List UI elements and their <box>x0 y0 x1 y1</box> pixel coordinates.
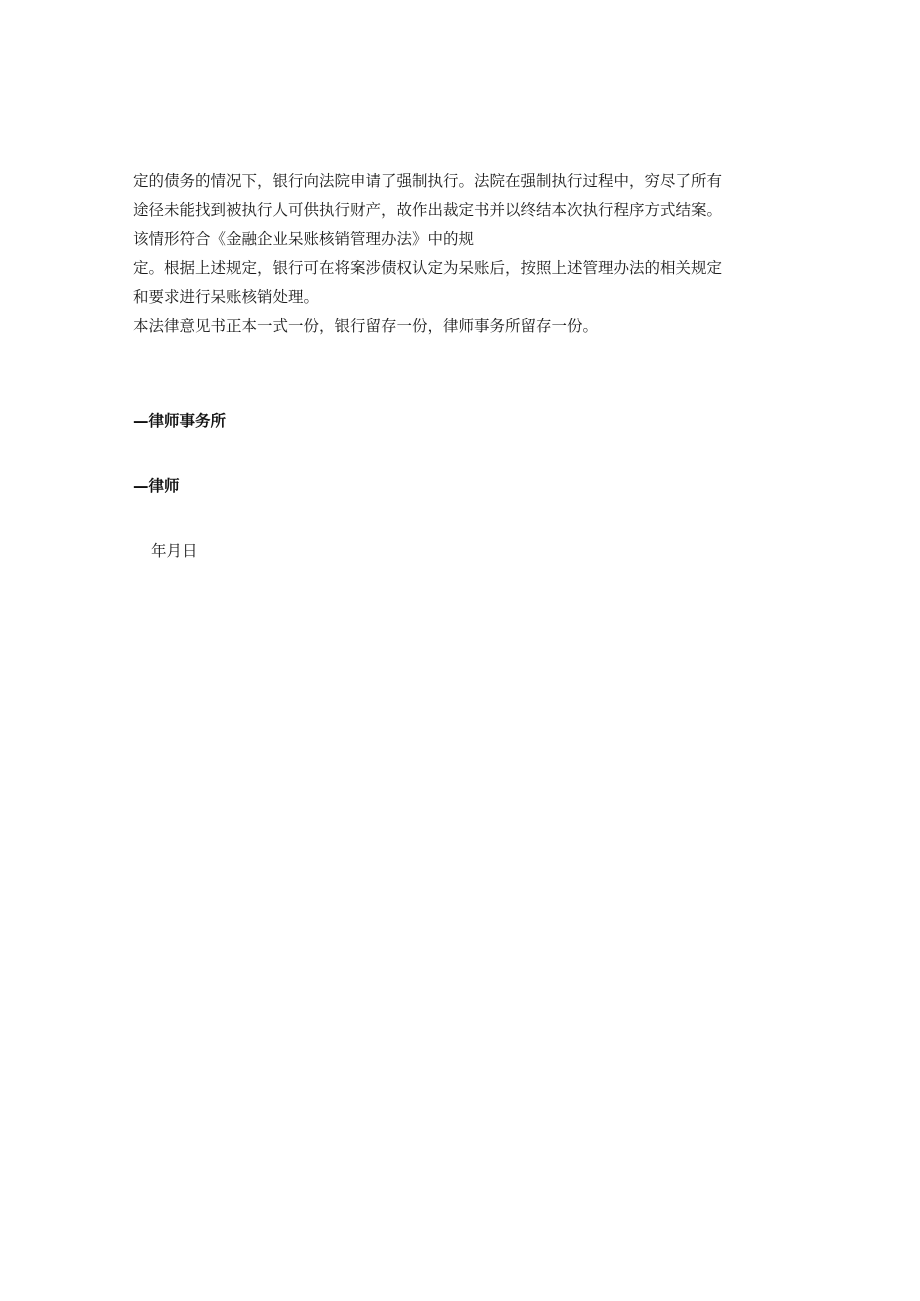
lawyer-signature: —律师 <box>133 477 180 495</box>
document-body <box>133 167 793 341</box>
body-line: 定的债务的情况下，银行向法院申请了强制执行。法院在强制执行过程中，穷尽了所有 <box>133 172 723 190</box>
body-line: 本法律意见书正本一式一份，银行留存一份，律师事务所留存一份。 <box>133 317 599 335</box>
law-firm-signature: —律师事务所 <box>133 412 227 430</box>
body-line: 该情形符合《金融企业呆账核销管理办法》中的规 <box>133 230 475 248</box>
body-line: 定。根据上述规定，银行可在将案涉债权认定为呆账后，按照上述管理办法的相关规定 <box>133 259 723 277</box>
signature-date: 年月日 <box>151 542 198 560</box>
body-line: 途径未能找到被执行人可供执行财产，故作出裁定书并以终结本次执行程序方式结案。 <box>133 201 723 219</box>
body-line: 和要求进行呆账核销处理。 <box>133 288 320 306</box>
